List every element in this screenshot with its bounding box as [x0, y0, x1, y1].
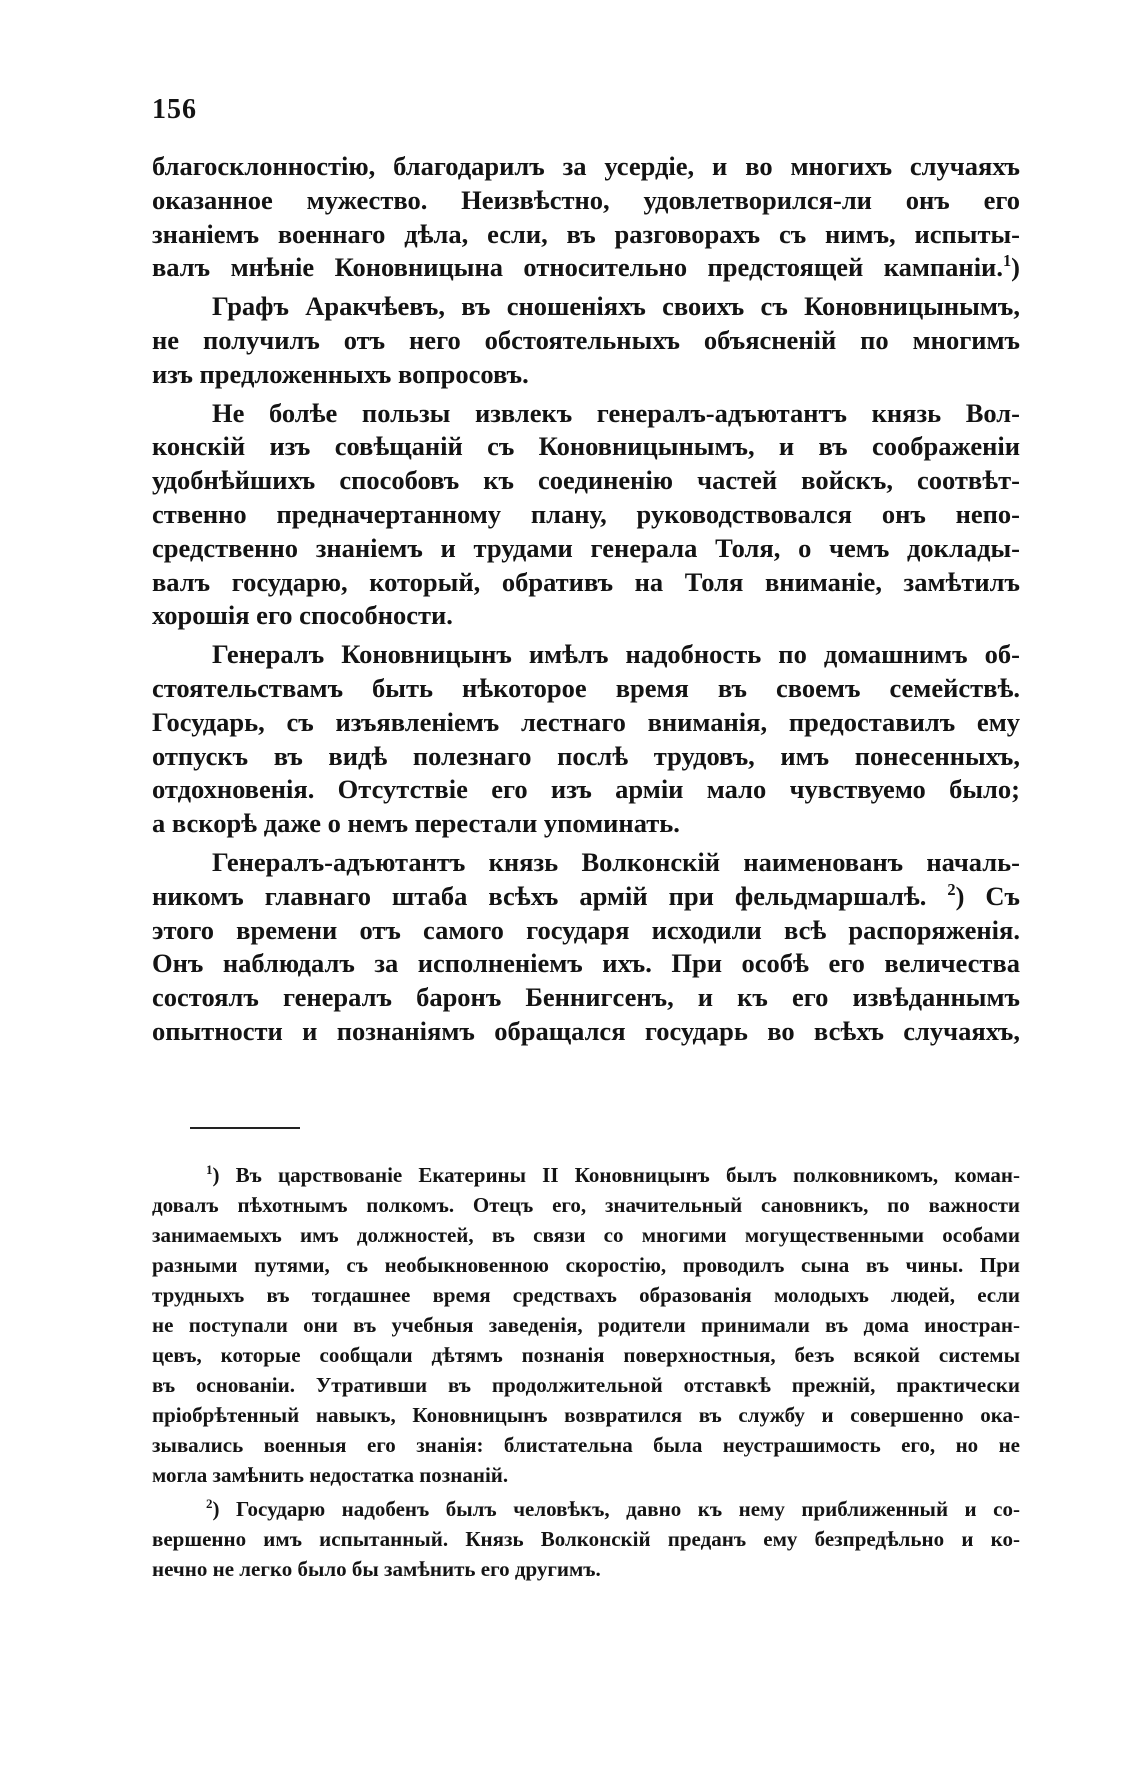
text-line-content: никомъ главнаго штаба всѣхъ армій при фельдмаршалѣ.	[152, 880, 927, 911]
text-line: хорошія его способности.	[152, 600, 453, 631]
text-line: знаніемъ военнаго дѣла, если, въ разговорахъ съ нимъ, испыты-	[152, 218, 1020, 249]
text-line: стоятельствамъ быть нѣкоторое время въ своемъ семействѣ.	[152, 672, 1020, 703]
text-line: благосклонностію, благодарилъ за усердіе, и во многихъ случаяхъ	[152, 151, 1020, 181]
footnote	[152, 1494, 1020, 1584]
footnote-line-content: ) Государю надобенъ былъ человѣкъ, давно къ нему приближенный и со-	[212, 1497, 1020, 1521]
footnote-line	[152, 1494, 1020, 1524]
text-line: Государь, съ изъявленіемъ лестнаго вниманія, предоставилъ ему	[152, 706, 1020, 737]
footnote-line: могла замѣнить недостатка познаній.	[152, 1463, 509, 1487]
text-line	[152, 880, 1020, 914]
footnote-separator	[190, 1127, 300, 1129]
paragraph	[152, 846, 1020, 1049]
text-line: Графъ Аракчѣевъ, въ сношеніяхъ своихъ съ Коновницынымъ,	[212, 291, 1020, 322]
footnote-ref: 2	[947, 879, 956, 899]
text-line: опытности и познаніямъ обращался государь во всѣхъ случаяхъ,	[152, 1015, 1020, 1046]
text-line: оказанное мужество. Неизвѣстно, удовлетворился-ли онъ его	[152, 184, 1020, 215]
text-line: а вскорѣ даже о немъ перестали упоминать.	[152, 808, 680, 839]
footnote-line: зывались военныя его знанія: блистательна была неустрашимость его, но не	[152, 1433, 1020, 1457]
text-line: валъ государю, который, обративъ на Толя вниманіе, замѣтилъ	[152, 566, 1020, 597]
text-line: отдохновенія. Отсутствіе его изъ арміи мало чувствуемо было;	[152, 774, 1020, 805]
footnote-line: трудныхъ въ тогдашнее время средствахъ образованія молодыхъ людей, если	[152, 1283, 1020, 1307]
text-line-content: валъ мнѣніе Коновницына относительно предстоящей кампаніи.	[152, 252, 1003, 283]
text-line: Онъ наблюдалъ за исполненіемъ ихъ. При особѣ его величества	[152, 948, 1020, 979]
text-line: не получилъ отъ него обстоятельныхъ объясненій по многимъ	[152, 324, 1020, 355]
text-line: этого времени отъ самого государя исходили всѣ распоряженія.	[152, 914, 1020, 945]
footnote-ref: 1	[1002, 251, 1012, 271]
text-line: Генералъ Коновницынъ имѣлъ надобность по домашнимъ об-	[212, 639, 1020, 670]
footnote-ref-paren: )	[1011, 252, 1020, 283]
footnote-line	[152, 1160, 1020, 1190]
main-text	[152, 150, 1020, 1054]
footnote-mark: 2	[206, 1496, 213, 1511]
footnote-line: не поступали они въ учебныя заведенія, родители принимали въ дома иностран-	[152, 1313, 1020, 1337]
text-line: изъ предложенныхъ вопросовъ.	[152, 358, 529, 389]
footnote-line: вершенно имъ испытанный. Князь Волконскій преданъ ему безпредѣльно и ко-	[152, 1527, 1020, 1551]
footnote-line: нечно не легко было бы замѣнить его другимъ.	[152, 1557, 601, 1581]
text-line	[152, 251, 1020, 285]
footnote-line: цевъ, которые сообщали дѣтямъ познанія поверхностныя, безъ всякой системы	[152, 1343, 1020, 1367]
footnote	[152, 1160, 1020, 1490]
footnote-ref-paren: ) Съ	[955, 880, 1021, 911]
text-line: ственно предначертанному плану, руководствовался онъ непо-	[152, 498, 1020, 529]
footnote-line: разными путями, съ необыкновенною скоростію, проводилъ сына въ чины. При	[152, 1253, 1020, 1277]
page-number: 156	[152, 94, 197, 125]
paragraph	[152, 150, 1020, 285]
footnote-mark: 1	[206, 1162, 213, 1177]
text-line: Не болѣе пользы извлекъ генералъ-адъютантъ князь Вол-	[212, 397, 1020, 428]
footnotes	[152, 1160, 1020, 1588]
footnote-line: въ основаніи. Утративши въ продолжительной отставкѣ прежній, практически	[152, 1373, 1020, 1397]
footnote-line: занимаемыхъ имъ должностей, въ связи со многими могущественными особами	[152, 1223, 1020, 1247]
paragraph	[152, 290, 1020, 391]
text-line: удобнѣйшихъ способовъ къ соединенію частей войскъ, соотвѣт-	[152, 465, 1020, 496]
text-line: состоялъ генералъ баронъ Беннигсенъ, и къ его извѣданнымъ	[152, 982, 1020, 1013]
text-line: Генералъ-адъютантъ князь Волконскій наименованъ началь-	[212, 846, 1020, 877]
text-line: средственно знаніемъ и трудами генерала Толя, о чемъ доклады-	[152, 532, 1020, 563]
paragraph	[152, 397, 1020, 634]
footnote-line-content: ) Въ царствованіе Екатерины II Коновницынъ былъ полковникомъ, коман-	[212, 1163, 1020, 1187]
footnote-line: довалъ пѣхотнымъ полкомъ. Отецъ его, значительный сановникъ, по важности	[152, 1193, 1020, 1217]
paragraph	[152, 638, 1020, 841]
text-line: конскій изъ совѣщаній съ Коновницынымъ, и въ соображеніи	[152, 431, 1020, 462]
text-line: отпускъ въ видѣ полезнаго послѣ трудовъ, имъ понесенныхъ,	[152, 740, 1020, 771]
footnote-line: пріобрѣтенный навыкъ, Коновницынъ возвратился въ службу и совершенно ока-	[152, 1403, 1020, 1427]
